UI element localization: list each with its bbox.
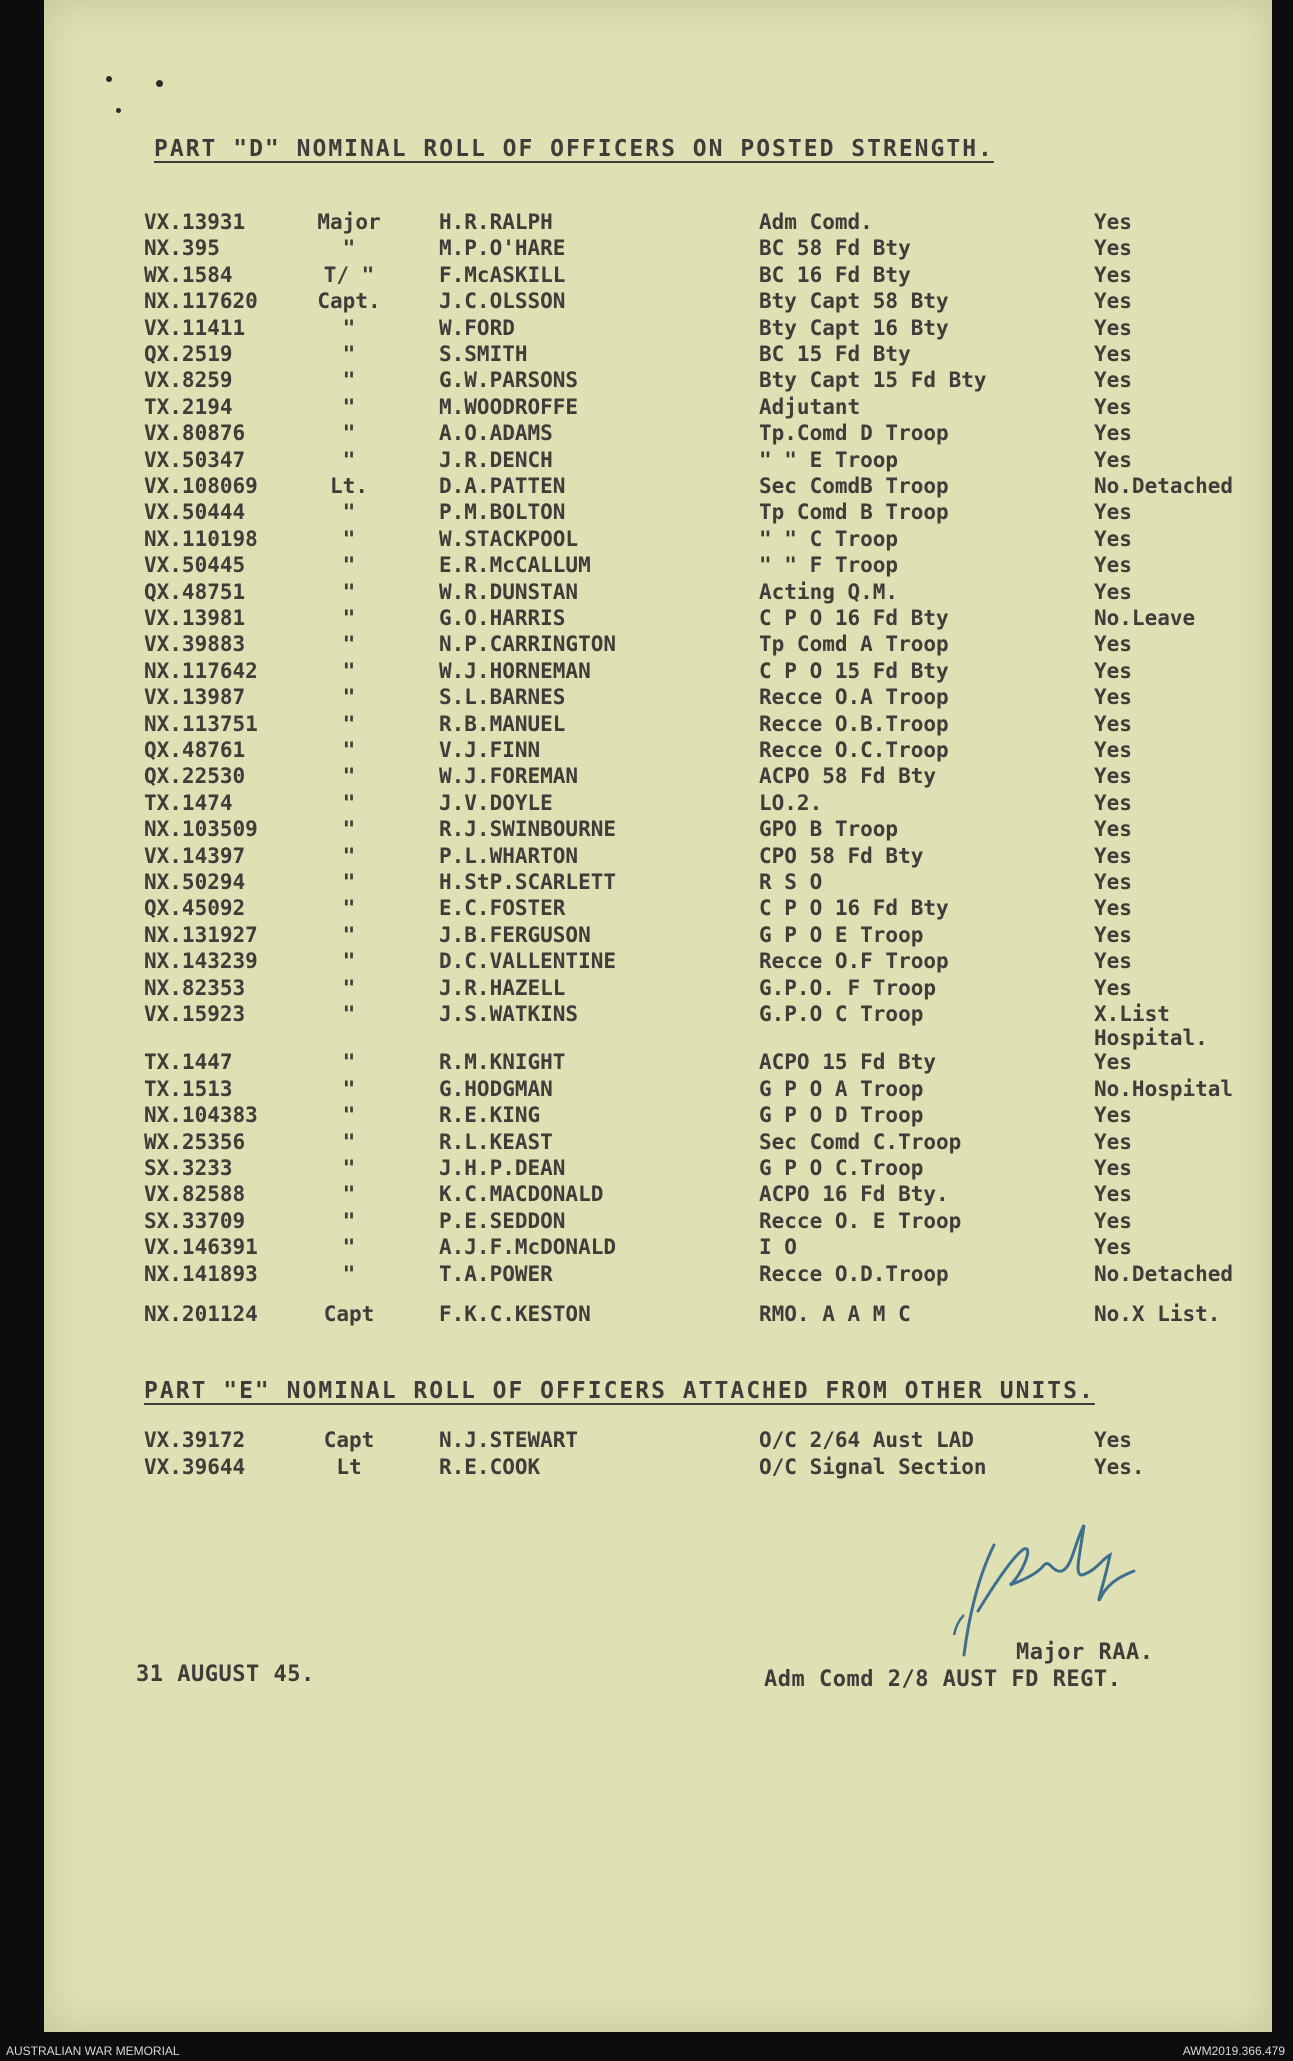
officer-name: P.E.SEDDON [439,1208,566,1233]
officer-name: R.E.COOK [439,1455,541,1479]
officer-name: T.A.POWER [439,1261,553,1286]
appointment: Adjutant [759,394,861,419]
officer-row [44,1002,1272,1050]
rank: Lt. [330,474,368,498]
service-number: TX.2194 [144,394,233,419]
officer-row [44,1209,1272,1235]
officer-row [44,1235,1272,1261]
officer-name: G.HODGMAN [439,1076,553,1101]
appointment: CPO 58 Fd Bty [759,843,924,868]
appointment: Recce O.D.Troop [759,1261,949,1286]
officer-row [44,870,1272,896]
rank: " [342,526,356,551]
service-number: NX.103509 [144,817,258,842]
service-number: VX.11411 [144,315,246,340]
officer-name: K.C.MACDONALD [439,1182,604,1207]
officer-row [44,474,1272,500]
service-number: VX.50445 [144,553,246,578]
officer-row [44,1262,1272,1288]
service-number: NX.201124 [144,1302,258,1326]
appointment: G.P.O C Troop [759,1002,924,1026]
officer-row [44,685,1272,711]
appointment: Recce O.F Troop [759,949,949,974]
status: No.X List. [1094,1302,1221,1326]
service-number: VX.39644 [144,1455,246,1479]
status: Yes [1094,526,1132,551]
rank: " [342,1129,356,1154]
officer-row [44,527,1272,553]
appointment: Bty Capt 58 Bty [759,289,949,314]
service-number: NX.117642 [144,658,258,683]
appointment: BC 15 Fd Bty [759,342,911,366]
rank: Lt [336,1455,362,1479]
service-number: TX.1474 [144,790,233,815]
appointment: C P O 16 Fd Bty [759,896,949,921]
status: No.Leave [1094,606,1196,630]
officer-row [44,976,1272,1002]
rank: " [342,764,356,789]
appointment: BC 58 Fd Bty [759,236,911,261]
service-number: NX.117620 [144,289,258,314]
status: Yes [1094,1235,1132,1260]
service-number: VX.146391 [144,1235,258,1260]
service-number: NX.104383 [144,1103,258,1128]
officer-row [44,342,1272,368]
appointment: Sec Comd C.Troop [759,1129,962,1154]
rank: " [342,368,356,393]
officer-name: J.V.DOYLE [439,790,553,815]
status: Yes [1094,394,1132,419]
service-number: VX.13931 [144,210,246,234]
service-number: VX.108069 [144,474,258,498]
rank: " [342,843,356,868]
officer-row [44,395,1272,421]
officer-row [44,738,1272,764]
officer-name: V.J.FINN [439,738,541,762]
rank: " [342,394,356,419]
service-number: NX.113751 [144,711,258,736]
officer-row [44,949,1272,975]
signatory-rank: Major RAA. [1016,1640,1154,1665]
service-number: NX.141893 [144,1261,258,1286]
archive-reference: AWM2019.366.479 [1182,2044,1285,2058]
rank: " [342,1076,356,1101]
appointment: RMO. A A M C [759,1302,911,1326]
officer-row [44,236,1272,262]
officer-name: D.C.VALLENTINE [439,949,617,974]
rank: " [342,711,356,736]
service-number: SX.33709 [144,1208,246,1233]
officer-row [44,1103,1272,1129]
officer-row [44,1050,1272,1076]
service-number: VX.8259 [144,368,233,393]
service-number: QX.22530 [144,764,246,789]
status: Yes [1094,1428,1132,1452]
officer-name: P.M.BOLTON [439,500,566,525]
appointment: " " F Troop [759,553,899,578]
status: X.List [1094,1002,1170,1026]
appointment: Recce O.B.Troop [759,711,949,736]
officer-row [44,448,1272,474]
service-number: TX.1447 [144,1050,233,1075]
officer-row [44,923,1272,949]
status: Yes. [1094,1455,1145,1479]
status: Yes [1094,685,1132,710]
status: Yes [1094,289,1132,314]
appointment: Sec ComdB Troop [759,474,949,498]
officer-name: G.W.PARSONS [439,368,579,393]
officer-row [44,553,1272,579]
status: Yes [1094,236,1132,261]
status: Yes [1094,711,1132,736]
attached-row [44,1428,1272,1454]
officer-name: F.McASKILL [439,262,566,287]
appointment: C P O 15 Fd Bty [759,658,949,683]
status: Yes [1094,922,1132,947]
service-number: VX.80876 [144,421,246,446]
rank: " [342,500,356,525]
appointment: ACPO 58 Fd Bty [759,764,937,789]
service-number: NX.82353 [144,975,246,1000]
officer-name: R.J.SWINBOURNE [439,817,617,842]
officer-name: J.S.WATKINS [439,1002,579,1026]
extra-officer-row [44,1302,1272,1328]
appointment: Bty Capt 16 Bty [759,315,949,340]
officer-name: E.R.McCALLUM [439,553,591,578]
appointment: Adm Comd. [759,210,873,234]
status: No.Detached [1094,474,1234,498]
service-number: VX.15923 [144,1002,246,1026]
officer-row [44,368,1272,394]
officer-row [44,632,1272,658]
rank: " [342,975,356,1000]
rank: " [342,658,356,683]
service-number: WX.25356 [144,1129,246,1154]
status: Yes [1094,1208,1132,1233]
status: Yes [1094,790,1132,815]
officer-row [44,289,1272,315]
rank: " [342,790,356,815]
signatory-unit: Adm Comd 2/8 AUST FD REGT. [764,1667,1122,1692]
rank: " [342,236,356,261]
service-number: VX.39883 [144,632,246,657]
officer-row [44,1156,1272,1182]
rank: " [342,922,356,947]
rank: " [342,949,356,974]
appointment: G.P.O. F Troop [759,975,937,1000]
officer-name: S.L.BARNES [439,685,566,710]
officer-name: J.R.HAZELL [439,975,566,1000]
archive-footer [0,2040,1293,2061]
rank: " [342,817,356,842]
status-continuation: Hospital. [1094,1026,1208,1050]
officer-row [44,263,1272,289]
officer-name: R.B.MANUEL [439,711,566,736]
rank: Major [317,210,381,234]
appointment: G P O A Troop [759,1076,924,1101]
status: Yes [1094,579,1132,604]
rank: " [342,579,356,604]
rank: " [342,632,356,657]
service-number: VX.50347 [144,447,246,472]
service-number: QX.48751 [144,579,246,604]
appointment: O/C 2/64 Aust LAD [759,1428,974,1452]
officer-name: W.R.DUNSTAN [439,579,579,604]
service-number: VX.50444 [144,500,246,525]
status: No.Hospital [1094,1076,1234,1101]
appointment: Tp.Comd D Troop [759,421,949,446]
rank: " [342,1156,356,1180]
status: Yes [1094,421,1132,446]
officer-name: E.C.FOSTER [439,896,566,921]
service-number: VX.13981 [144,606,246,630]
status: Yes [1094,817,1132,842]
status: Yes [1094,658,1132,683]
status: Yes [1094,447,1132,472]
heading-part-d: PART "D" NOMINAL ROLL OF OFFICERS ON POSTED STRENGTH. [154,136,994,162]
service-number: NX.143239 [144,949,258,974]
officer-name: H.StP.SCARLETT [439,870,617,894]
officer-row [44,1182,1272,1208]
rank: " [342,553,356,578]
officer-row [44,1077,1272,1103]
officer-name: W.J.HORNEMAN [439,658,591,683]
document-date: 31 AUGUST 45. [136,1662,315,1687]
officer-name: J.C.OLSSON [439,289,566,314]
service-number: TX.1513 [144,1076,233,1101]
service-number: NX.110198 [144,526,258,551]
appointment: Recce O. E Troop [759,1208,962,1233]
officer-row [44,500,1272,526]
officer-row [44,580,1272,606]
archive-name: AUSTRALIAN WAR MEMORIAL [6,2044,180,2058]
status: Yes [1094,949,1132,974]
status: Yes [1094,896,1132,921]
punch-mark [106,76,112,82]
appointment: ACPO 15 Fd Bty [759,1050,937,1075]
officer-name: J.H.P.DEAN [439,1156,566,1180]
service-number: NX.395 [144,236,220,261]
appointment: C P O 16 Fd Bty [759,606,949,630]
status: Yes [1094,975,1132,1000]
status: Yes [1094,1103,1132,1128]
officer-name: N.P.CARRINGTON [439,632,617,657]
rank: T/ " [323,262,375,287]
appointment: Bty Capt 15 Fd Bty [759,368,987,393]
rank: Capt [323,1302,375,1326]
appointment: ACPO 16 Fd Bty. [759,1182,949,1207]
officer-name: H.R.RALPH [439,210,553,234]
officer-name: N.J.STEWART [439,1428,579,1452]
status: Yes [1094,210,1132,234]
officer-name: M.WOODROFFE [439,394,579,419]
officer-row [44,712,1272,738]
officer-row [44,817,1272,843]
status: Yes [1094,262,1132,287]
service-number: QX.45092 [144,896,246,921]
status: Yes [1094,342,1132,366]
service-number: NX.131927 [144,922,258,947]
appointment: Tp Comd A Troop [759,632,949,657]
status: Yes [1094,315,1132,340]
rank: " [342,896,356,921]
appointment: G P O D Troop [759,1103,924,1128]
appointment: Recce O.A Troop [759,685,949,710]
rank: " [342,1002,356,1026]
service-number: VX.14397 [144,843,246,868]
rank: " [342,342,356,366]
rank: " [342,870,356,894]
appointment: " " E Troop [759,447,899,472]
officer-name: W.J.FOREMAN [439,764,579,789]
officer-row [44,1130,1272,1156]
service-number: QX.48761 [144,738,246,762]
rank: " [342,1182,356,1207]
status: Yes [1094,1050,1132,1075]
officer-name: W.STACKPOOL [439,526,579,551]
status: Yes [1094,1129,1132,1154]
rank: " [342,1208,356,1233]
officer-name: W.FORD [439,315,515,340]
officer-row [44,659,1272,685]
document-page [44,0,1272,2032]
appointment: O/C Signal Section [759,1455,987,1479]
status: Yes [1094,738,1132,762]
service-number: WX.1584 [144,262,233,287]
officer-name: G.O.HARRIS [439,606,566,630]
officer-name: R.L.KEAST [439,1129,553,1154]
rank: " [342,606,356,630]
service-number: VX.82588 [144,1182,246,1207]
rank: " [342,1261,356,1286]
status: Yes [1094,1182,1132,1207]
officer-name: F.K.C.KESTON [439,1302,591,1326]
officer-name: J.R.DENCH [439,447,553,472]
rank: " [342,1103,356,1128]
punch-mark [156,80,163,87]
punch-mark [116,108,121,113]
officer-row [44,791,1272,817]
officer-row [44,844,1272,870]
status: Yes [1094,1156,1132,1180]
appointment: R S O [759,870,823,894]
officer-name: D.A.PATTEN [439,474,566,498]
service-number: VX.13987 [144,685,246,710]
service-number: QX.2519 [144,342,233,366]
officer-row [44,421,1272,447]
appointment: G P O C.Troop [759,1156,924,1180]
status: Yes [1094,553,1132,578]
status: Yes [1094,632,1132,657]
status: Yes [1094,500,1132,525]
attached-row [44,1455,1272,1481]
officer-row [44,316,1272,342]
status: No.Detached [1094,1261,1234,1286]
appointment: Acting Q.M. [759,579,899,604]
rank: Capt [323,1428,375,1452]
status: Yes [1094,843,1132,868]
rank: " [342,1235,356,1260]
appointment: Tp Comd B Troop [759,500,949,525]
officer-name: A.O.ADAMS [439,421,553,446]
status: Yes [1094,368,1132,393]
rank: " [342,685,356,710]
officer-name: A.J.F.McDONALD [439,1235,617,1260]
rank: Capt. [317,289,381,314]
service-number: SX.3233 [144,1156,233,1180]
officer-row [44,764,1272,790]
service-number: VX.39172 [144,1428,246,1452]
officer-name: S.SMITH [439,342,528,366]
appointment: I O [759,1235,797,1260]
heading-part-e: PART "E" NOMINAL ROLL OF OFFICERS ATTACHED FROM OTHER UNITS. [144,1378,1095,1404]
officer-name: R.E.KING [439,1103,541,1128]
officer-row [44,606,1272,632]
rank: " [342,738,356,762]
status: Yes [1094,870,1132,894]
officer-name: M.P.O'HARE [439,236,566,261]
appointment: LO.2. [759,790,823,815]
officer-row [44,210,1272,236]
officer-name: J.B.FERGUSON [439,922,591,947]
appointment: G P O E Troop [759,922,924,947]
status: Yes [1094,764,1132,789]
rank: " [342,1050,356,1075]
officer-name: R.M.KNIGHT [439,1050,566,1075]
rank: " [342,315,356,340]
appointment: " " C Troop [759,526,899,551]
appointment: BC 16 Fd Bty [759,262,911,287]
appointment: Recce O.C.Troop [759,738,949,762]
service-number: NX.50294 [144,870,246,894]
officer-name: P.L.WHARTON [439,843,579,868]
rank: " [342,421,356,446]
officer-row [44,896,1272,922]
appointment: GPO B Troop [759,817,899,842]
rank: " [342,447,356,472]
